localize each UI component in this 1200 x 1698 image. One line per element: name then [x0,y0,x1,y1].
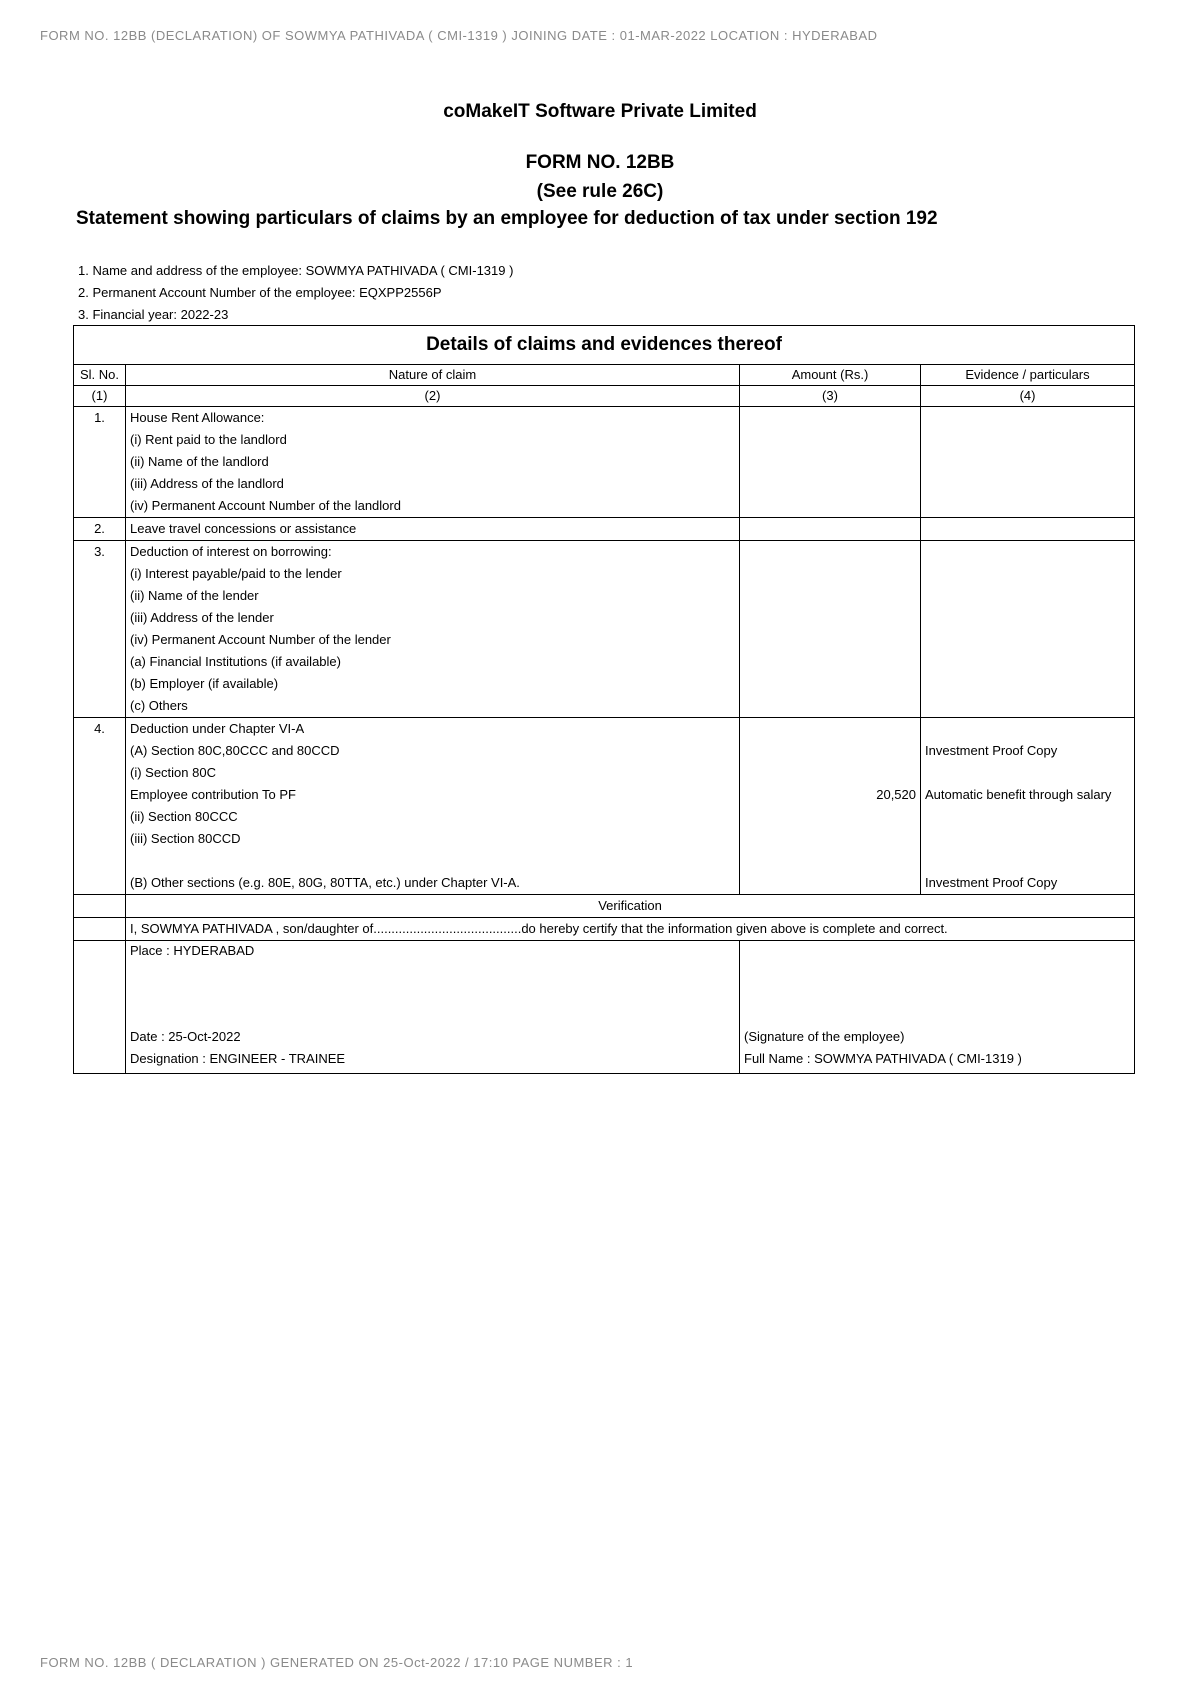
table-row [74,718,1135,895]
table-header-row [74,365,1135,386]
financial-year: 3. Financial year: 2022-23 [78,307,229,322]
row-evidence [921,407,1135,518]
signature-row [74,941,1135,1074]
claim-line-blank [130,850,735,872]
claim-line: Leave travel concessions or assistance [130,521,357,536]
claim-line: (b) Employer (if available) [130,676,279,691]
verification-text: I, SOWMYA PATHIVADA , son/daughter of.........................................do hereby certify that the information given above is complete and correct. [130,921,948,936]
date: Date : 25-Oct-2022 [130,1029,241,1044]
claim-line: Employee contribution To PF [130,787,296,802]
col-number-2: (2) [126,386,740,407]
row-nature-of-claim [126,718,740,895]
row-amount [740,518,921,541]
row-sl-no: 3. [94,544,105,559]
col-number-1: (1) [74,386,126,407]
statement-title: Statement showing particulars of claims by an employee for deduction of tax under section 192 [76,208,938,229]
row-amount [740,407,921,518]
claims-table [73,325,1135,1074]
form-number: FORM NO. 12BB [525,152,675,173]
verification-text-row [74,918,1135,941]
header-evidence: Evidence / particulars [921,365,1135,386]
row-sl-no: 4. [94,721,105,736]
col-number-4: (4) [921,386,1135,407]
claim-line: (iv) Permanent Account Number of the lender [130,632,391,647]
row-nature-of-claim [126,541,740,718]
table-title-row [74,326,1135,365]
claim-line: (B) Other sections (e.g. 80E, 80G, 80TTA, etc.) under Chapter VI-A. [130,875,520,890]
row-amount [740,718,921,895]
row-amount [740,541,921,718]
row-nature-of-claim [126,518,740,541]
col-number-3: (3) [740,386,921,407]
claim-line: (ii) Name of the landlord [130,454,269,469]
claim-line: (a) Financial Institutions (if available) [130,654,341,669]
claim-line: (i) Rent paid to the landlord [130,432,287,447]
table-title: Details of claims and evidences thereof [74,326,1135,365]
claim-line: (c) Others [130,698,188,713]
claim-line: House Rent Allowance: [130,410,265,425]
column-number-row [74,386,1135,407]
company-name: coMakeIT Software Private Limited [443,101,757,122]
place-date-block [126,941,740,1074]
claim-line: (i) Section 80C [130,765,216,780]
table-row [74,518,1135,541]
evidence-pf: Automatic benefit through salary [925,787,1112,802]
header-sl-no: Sl. No. [74,365,126,386]
claim-line: (iii) Address of the lender [130,610,274,625]
page-header-line: FORM NO. 12BB (DECLARATION) OF SOWMYA PATHIVADA ( CMI-1319 ) JOINING DATE : 01-MAR-2022 LOCATION : HYDERABAD [40,28,878,43]
row-sl-no: 1. [94,410,105,425]
full-name: Full Name : SOWMYA PATHIVADA ( CMI-1319 ) [744,1051,1022,1066]
claim-line: (i) Interest payable/paid to the lender [130,566,342,581]
header-amount: Amount (Rs.) [740,365,921,386]
row-nature-of-claim [126,407,740,518]
claim-line: Deduction under Chapter VI-A [130,721,305,736]
signature-label: (Signature of the employee) [744,1029,905,1044]
header-nature-of-claim: Nature of claim [126,365,740,386]
row-sl-no: 2. [94,521,105,536]
claim-line: (iii) Address of the landlord [130,476,284,491]
rule-reference: (See rule 26C) [536,181,664,202]
place: Place : HYDERABAD [130,943,255,958]
verification-heading: Verification [598,898,662,913]
claim-line: (A) Section 80C,80CCC and 80CCD [130,743,340,758]
row-evidence [921,718,1135,895]
employee-name-address: 1. Name and address of the employee: SOWMYA PATHIVADA ( CMI-1319 ) [78,263,514,278]
claim-line: (iv) Permanent Account Number of the landlord [130,498,401,513]
page-footer-line: FORM NO. 12BB ( DECLARATION ) GENERATED ON 25-Oct-2022 / 17:10 PAGE NUMBER : 1 [40,1655,634,1670]
verification-heading-row [74,895,1135,918]
designation: Designation : ENGINEER - TRAINEE [130,1051,346,1066]
table-row [74,541,1135,718]
claim-line: (iii) Section 80CCD [130,831,241,846]
table-row [74,407,1135,518]
pf-amount: 20,520 [876,787,916,802]
claim-line: (ii) Section 80CCC [130,809,238,824]
claim-line: Deduction of interest on borrowing: [130,544,332,559]
row-evidence [921,541,1135,718]
employee-pan: 2. Permanent Account Number of the employee: EQXPP2556P [78,285,442,300]
evidence-section-b: Investment Proof Copy [925,875,1058,890]
row-evidence [921,518,1135,541]
evidence-section-a: Investment Proof Copy [925,743,1058,758]
claim-line: (ii) Name of the lender [130,588,259,603]
signature-block [740,941,1135,1074]
